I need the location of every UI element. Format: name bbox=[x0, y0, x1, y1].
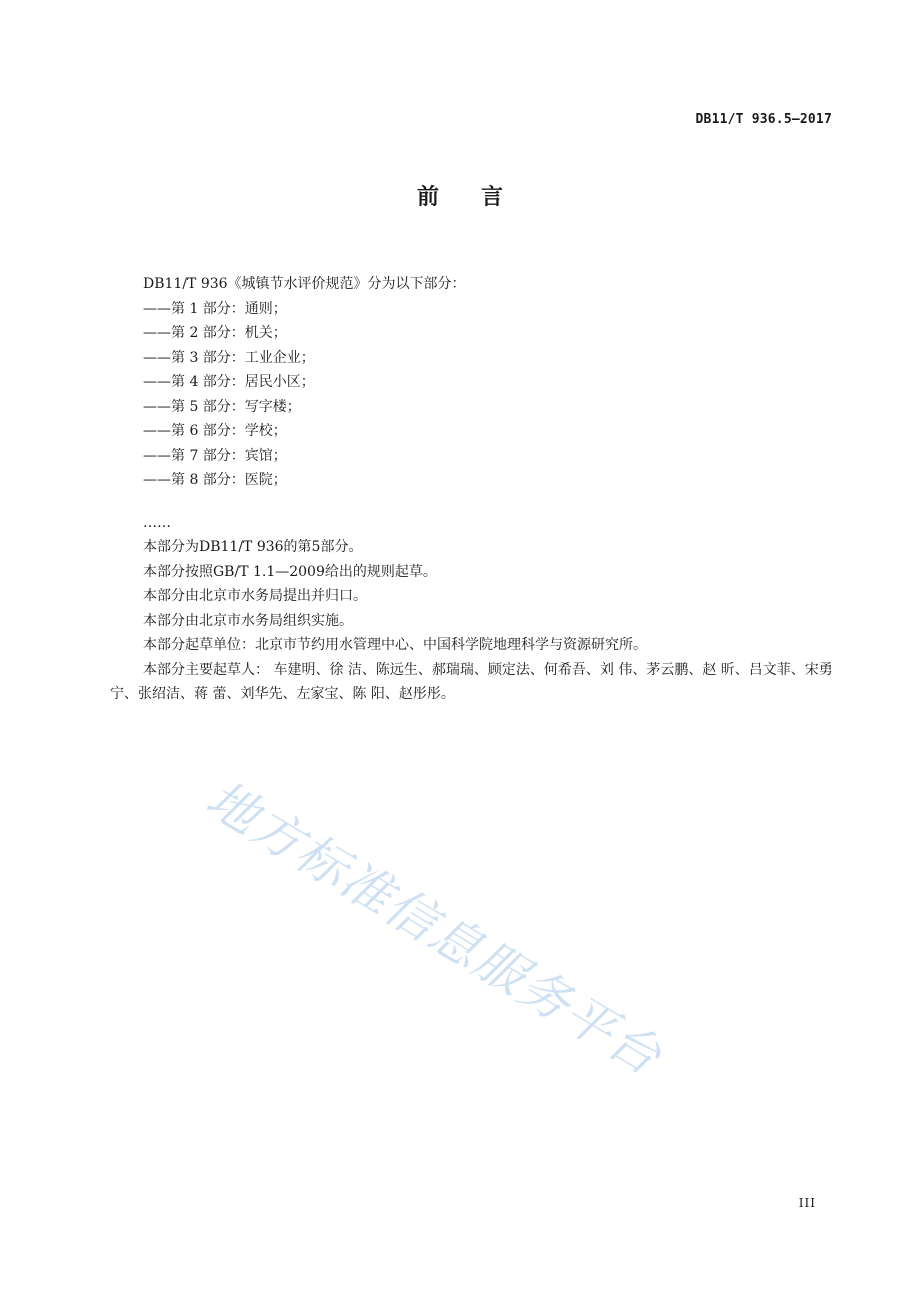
standard-code: DB11/T 936.5—2017 bbox=[695, 112, 832, 127]
part-item: ——第 1 部分：通则； bbox=[143, 300, 287, 317]
part-item: ——第 2 部分：机关； bbox=[143, 325, 287, 341]
paragraph-part-number: 本部分为DB11/T 936的第5部分。 bbox=[143, 539, 363, 555]
part-item: ——第 5 部分：写字楼； bbox=[143, 398, 301, 415]
title-char-1: 前 bbox=[416, 185, 439, 210]
watermark: 地方标准信息服务平台 bbox=[196, 769, 673, 1087]
paragraph-drafting-rules: 本部分按照GB/T 1.1—2009给出的规则起草。 bbox=[143, 563, 437, 580]
part-item: ——第 3 部分：工业企业； bbox=[143, 349, 315, 366]
part-item: ——第 4 部分：居民小区； bbox=[143, 374, 315, 390]
part-item: ——第 8 部分：医院； bbox=[143, 472, 287, 488]
intro-paragraph: DB11/T 936《城镇节水评价规范》分为以下部分： bbox=[143, 276, 466, 292]
paragraph-implementer: 本部分由北京市水务局组织实施。 bbox=[143, 612, 353, 629]
page-title bbox=[0, 180, 920, 211]
page-number: III bbox=[798, 1196, 816, 1210]
ellipsis: …… bbox=[143, 514, 171, 531]
document-body bbox=[110, 272, 835, 707]
part-item: ——第 6 部分：学校； bbox=[143, 423, 287, 439]
paragraph-drafting-units: 本部分起草单位：北京市节约用水管理中心、中国科学院地理科学与资源研究所。 bbox=[143, 637, 647, 653]
paragraph-drafters: 本部分主要起草人： 车建明、徐 洁、陈远生、郝瑞瑞、顾定法、何希吾、刘 伟、茅云鹏、赵 昕、吕文菲、宋勇宁、张绍洁、蒋 蕾、刘华先、左家宝、陈 阳、赵彤彤。 bbox=[110, 661, 833, 702]
paragraph-proposer: 本部分由北京市水务局提出并归口。 bbox=[143, 588, 367, 604]
part-item: ——第 7 部分：宾馆； bbox=[143, 447, 287, 464]
title-char-2: 言 bbox=[481, 185, 504, 210]
